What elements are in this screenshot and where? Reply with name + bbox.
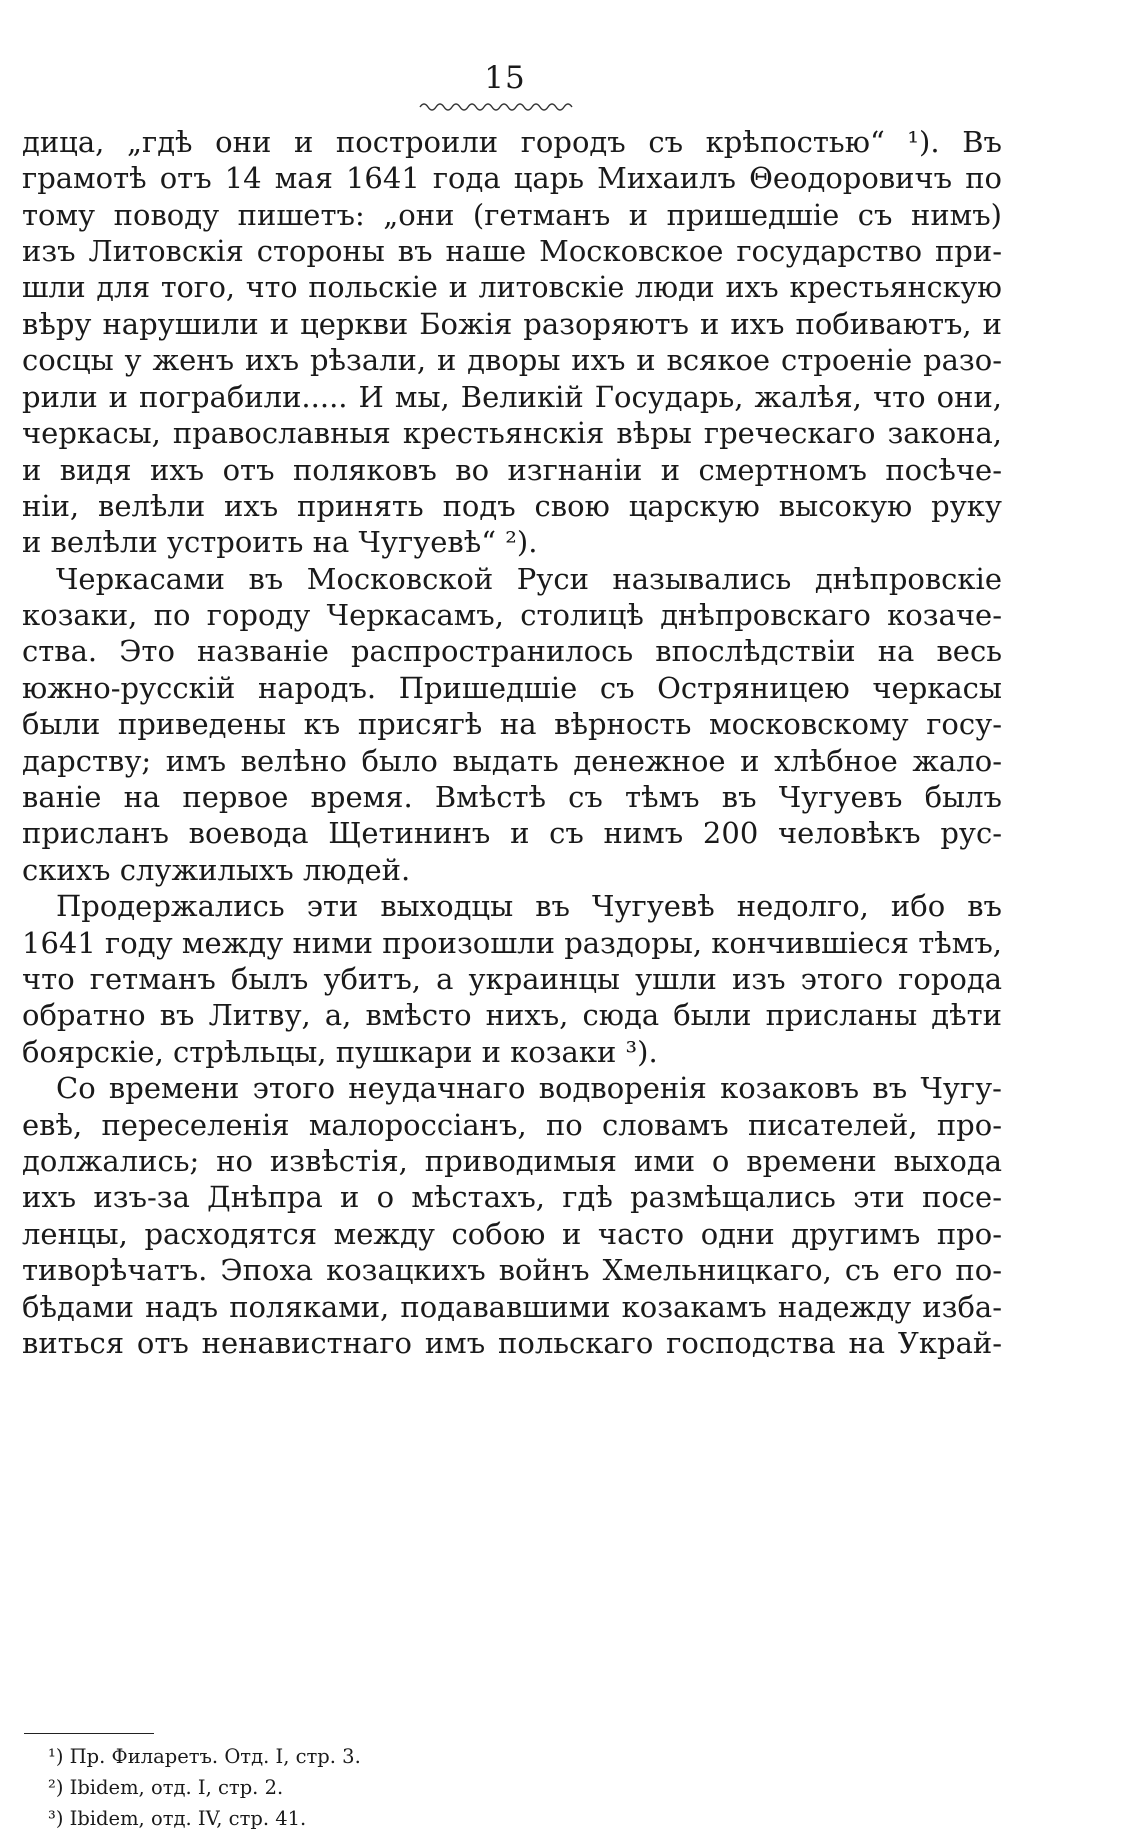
text-line: дарству; имъ велѣно было выдать денежное и хлѣбное жало- <box>22 743 1002 778</box>
page-number: 15 <box>484 60 526 96</box>
footnote-item: ²) Ibidem, отд. I, стр. 2. <box>48 1776 284 1799</box>
text-line: Со времени этого неудачнаго водворенія козаковъ въ Чугу- <box>56 1071 1002 1106</box>
text-line: боярскіе, стрѣльцы, пушкари и козаки ³). <box>22 1034 658 1069</box>
text-line: черкасы, православныя крестьянскія вѣры греческаго закона, <box>22 416 1002 451</box>
footnote-item: ¹) Пр. Филаретъ. Отд. I, стр. 3. <box>48 1745 361 1768</box>
text-line: присланъ воевода Щетининъ и съ нимъ 200 человѣкъ рус- <box>22 816 1002 851</box>
footnote-item: ³) Ibidem, отд. IV, стр. 41. <box>48 1807 307 1830</box>
text-line: ваніе на первое время. Вмѣстѣ съ тѣмъ въ Чугуевъ былъ <box>22 780 1002 815</box>
text-line: ленцы, расходятся между собою и часто одни другимъ про- <box>22 1216 1002 1251</box>
text-line: и видя ихъ отъ поляковъ во изгнаніи и смертномъ посѣче- <box>22 452 1002 487</box>
text-line: южно-русскій народъ. Пришедшіе съ Остряницею черкасы <box>22 670 1002 705</box>
text-line: рили и пограбили..... И мы, Великій Государь, жалѣя, что они, <box>22 379 1002 414</box>
text-line: бѣдами надъ поляками, подававшими козакамъ надежду изба- <box>22 1289 1002 1324</box>
page-header <box>0 62 1010 94</box>
text-line: ніи, велѣли ихъ принять подъ свою царскую высокую руку <box>22 488 1002 523</box>
text-line: 1641 году между ними произошли раздоры, кончившіеся тѣмъ, <box>22 925 1002 960</box>
text-line: ихъ изъ-за Днѣпра и о мѣстахъ, гдѣ размѣщались эти посе- <box>22 1180 1002 1215</box>
text-line: евѣ, переселенія малороссіанъ, по словамъ писателей, про- <box>22 1107 1002 1142</box>
text-line: грамотѣ отъ 14 мая 1641 года царь Михаилъ Θеодоровичъ по <box>22 161 1002 196</box>
text-line: тиворѣчатъ. Эпоха козацкихъ войнъ Хмельницкаго, съ его по- <box>22 1253 1002 1288</box>
text-line: обратно въ Литву, а, вмѣсто нихъ, сюда были присланы дѣти <box>22 998 1002 1033</box>
text-line: козаки, по городу Черкасамъ, столицѣ днѣпровскаго козаче- <box>22 598 1002 633</box>
text-line: тому поводу пишетъ: „они (гетманъ и пришедшіе съ нимъ) <box>22 197 1002 232</box>
text-line: скихъ служилыхъ людей. <box>22 852 411 887</box>
text-line: виться отъ ненавистнаго имъ польскаго господства на Украй- <box>22 1325 1002 1360</box>
text-line: Черкасами въ Московской Руси назывались днѣпровскіе <box>56 561 1002 596</box>
text-line: должались; но извѣстія, приводимыя ими о времени выхода <box>22 1143 1002 1178</box>
text-line: что гетманъ былъ убитъ, а украинцы ушли изъ этого города <box>22 961 1002 996</box>
text-line: и велѣли устроить на Чугуевѣ“ ²). <box>22 525 538 560</box>
text-line: изъ Литовскія стороны въ наше Московское государство при- <box>22 234 1002 269</box>
text-line: Продержались эти выходцы въ Чугуевѣ недолго, ибо въ <box>56 889 1002 924</box>
footnote-divider <box>24 1733 154 1734</box>
text-line: шли для того, что польскіе и литовскіе люди ихъ крестьянскую <box>22 270 1002 304</box>
text-line: были приведены къ присягѣ на вѣрность московскому госу- <box>22 707 1002 742</box>
body-text <box>22 124 1002 1361</box>
text-line: ства. Это названіе распространилось впослѣдствіи на весь <box>22 634 1002 669</box>
footnotes <box>48 1741 748 1834</box>
text-line: дица, „гдѣ они и построили городъ съ крѣпостью“ ¹). Въ <box>22 125 1002 159</box>
header-ornament <box>418 99 578 111</box>
text-line: вѣру нарушили и церкви Божія разоряютъ и ихъ побиваютъ, и <box>22 306 1002 341</box>
text-line: сосцы у женъ ихъ рѣзали, и дворы ихъ и всякое строеніе разо- <box>22 343 1002 378</box>
